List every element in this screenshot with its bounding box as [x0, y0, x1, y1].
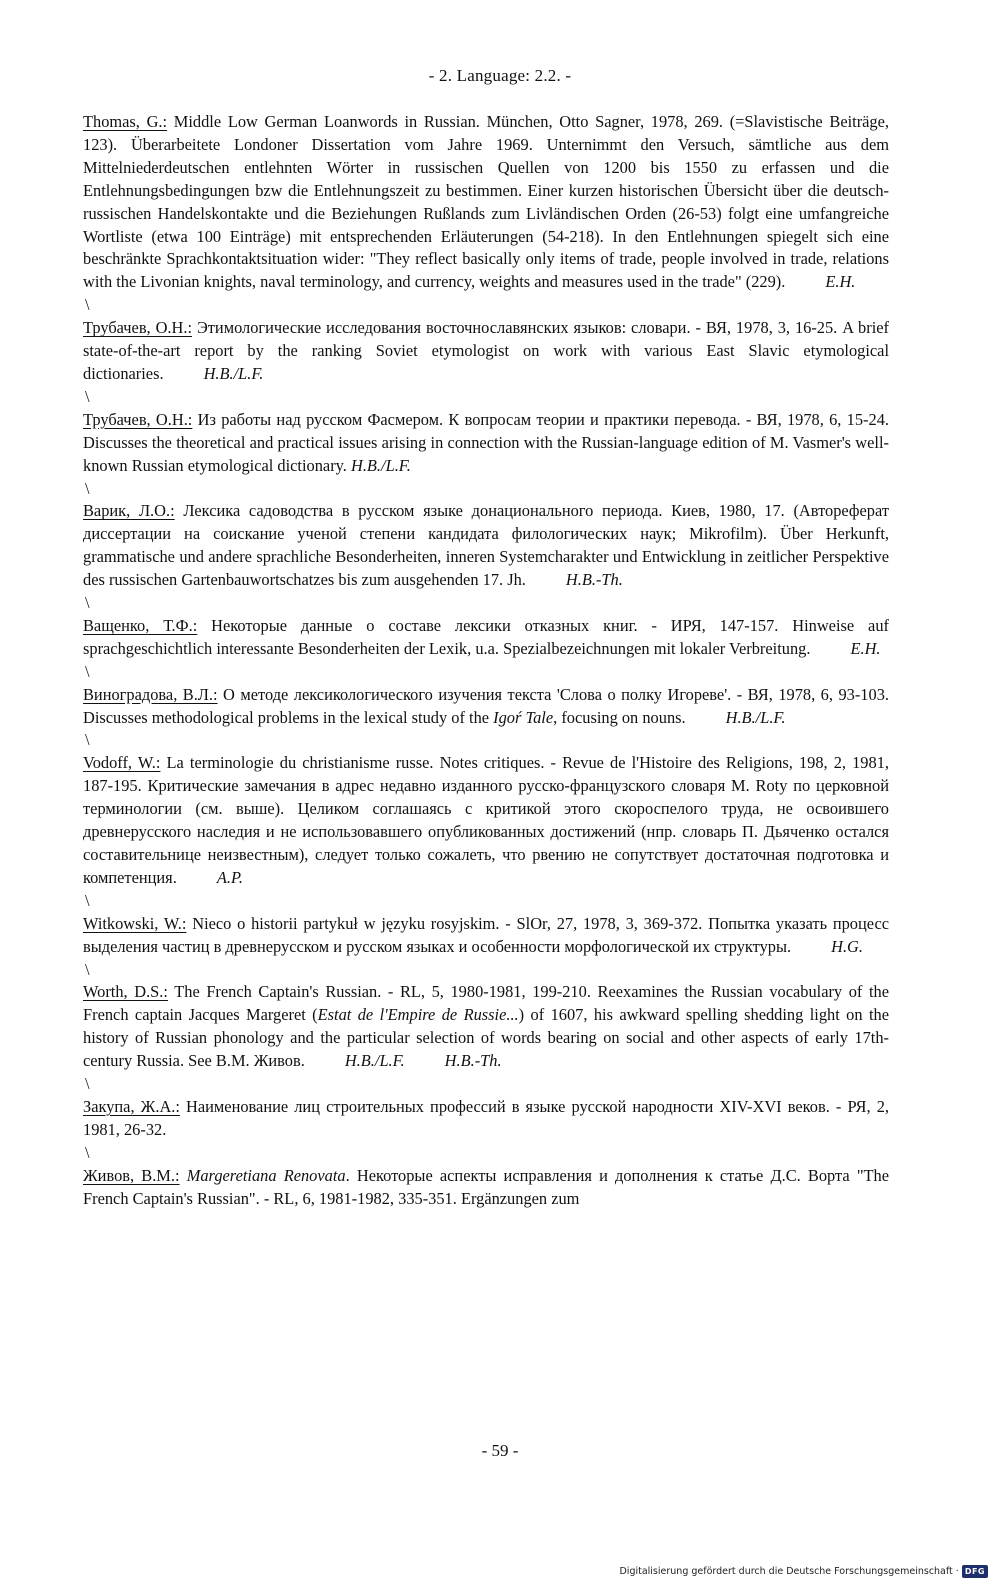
entry-reviewer-initials: A.P.	[216, 867, 243, 887]
entry-text: ) of 1607, his awkward spelling shedding light on the history of Russian phonology and the particular selection of words bearing on social and other aspects of early 17th-century Russia. See B.M. Живов.	[83, 1005, 889, 1071]
bibliography-entry	[83, 752, 889, 889]
entry-text: Лексика садоводства в русском языке донационального периода. Киев, 1980, 17. (Автореферат диссертации на соискание ученой степени кандидата филологических наук; Mikrofilm). Über Herkunft, grammatische und andere sprachliche Besonderheiten, inneren Systemcharakter und Entwicklung in zeitlicher Perspektive des russischen Gartenbauwortschatzes bis zum ausgehenden 17. Jh.	[83, 501, 889, 590]
bibliography-entry	[83, 684, 889, 730]
entry-separator: \	[85, 478, 90, 498]
entry-text: О методе лексикологического изучения текста 'Слова о полку Игореве'. - ВЯ, 1978, 6, 93-103. Discusses methodological problems in the lexical study of the	[83, 684, 889, 727]
digitization-footer	[619, 1565, 988, 1578]
entry-author: Трубачев, О.Н.:	[83, 409, 193, 429]
dfg-logo-icon: DFG	[962, 1565, 988, 1578]
bibliography-entry	[83, 1165, 889, 1211]
entry-separator: \	[85, 593, 90, 613]
entry-separator: \	[85, 1074, 90, 1094]
entry-text: Некоторые данные о составе лексики отказных книг. - ИРЯ, 147-157. Hinweise auf sprachgeschichtlich interessante Besonderheiten der Lexik, u.a. Spezialbezeichnungen mit lokaler Verbreitung.	[83, 615, 889, 658]
entry-text: , focusing on nouns.	[553, 707, 686, 727]
entry-italic-title: Estat de l'Empire de Russie...	[317, 1005, 519, 1025]
entry-italic-title: Margeretiana Renovata	[179, 1165, 346, 1185]
entry-reviewer-initials: H.B./L.F.	[344, 1051, 405, 1071]
entry-author: Thomas, G.:	[83, 112, 168, 131]
entry-text: La terminologie du christianisme russe. Notes critiques. - Revue de l'Histoire des Religions, 198, 2, 1981, 187-195. Критические замечания в адрес недавно изданного русско-французского словаря M. Roty по церковной терминологии (см. выше). Целиком соглашаясь с критикой этого скороспелого труда, не освоившего древнерусского наследия и не использовавшего опубликованных достижений (нпр. словарь П. Дьяченко остался составительнице неизвестным), следует только сожалеть, что рвению не сопутствует достаточная подготовка и компетенция.	[83, 753, 889, 887]
entry-text: Nieco o historii partykuł w języku rosyjskim. - SlOr, 27, 1978, 3, 369-372. Попытка указать процесс выделения частиц в древнерусском и русском языках и особенности морфологической их структуры.	[83, 913, 889, 956]
bibliography-entry	[83, 409, 889, 478]
bibliography-entry	[83, 317, 889, 386]
entry-reviewer-initials: H.B./L.F.	[203, 363, 264, 383]
entry-author: Vodoff, W.:	[83, 753, 161, 773]
bibliography-entry	[83, 1096, 889, 1142]
bibliography-entry	[83, 111, 889, 294]
entry-text: Middle Low German Loanwords in Russian. München, Otto Sagner, 1978, 269. (=Slavistische Beiträge, 123). Überarbeitete Londoner Dissertation vom Jahre 1969. Unternimmt den Versuch, sämtliche aus dem Mittelniederdeutschen entlehnten Wörter in russischen Quellen von 1200 bis 1550 zu erfassen und die Entlehnungsbedingungen bzw die Entlehnungszeit zu bestimmen. Einer kurzen historischen Übersicht über die deutsch-russischen Handelskontakte und die Beziehungen Rußlands zum Livländischen Orden (26-53) folgt eine umfangreiche Wortliste (etwa 100 Einträge) mit entsprechenden Erläuterungen (54-218). In den Entlehnungen spiegelt sich eine beschränkte Sprachkontaktsituation wider: "They reflect basically only items of trade, people involved in trade, relations with the Livonian knights, naval terminology, and currency, weights and measures used in the trade" (229).	[83, 112, 889, 292]
entry-text: Из работы над русском Фасмером. К вопросам теории и практики перевода. - ВЯ, 1978, 6, 15-24. Discusses the theoretical and practical issues arising in connection with the Russian-language edition of M. Vasmer's well-known Russian etymological dictionary.	[83, 409, 890, 475]
running-head: - 2. Language: 2.2. -	[428, 66, 572, 85]
bibliography-entry	[83, 981, 889, 1073]
entry-text: . Некоторые аспекты исправления и дополнения к статье Д.С. Ворта "The French Captain's Russian". - RL, 6, 1981-1982, 335-351. Ergänzungen zum	[83, 1165, 890, 1208]
entry-separator: \	[85, 959, 90, 979]
entry-reviewer-initials: H.B.-Th.	[444, 1051, 502, 1071]
entry-author: Закупа, Ж.А.:	[83, 1096, 180, 1116]
entry-text: Этимологические исследования восточнославянских языков: словари. - ВЯ, 1978, 3, 16-25. A brief state-of-the-art report by the ranking Soviet etymologist on work with various East Slavic etymological dictionaries.	[83, 318, 889, 383]
entry-reviewer-initials: H.B.-Th.	[565, 570, 623, 590]
page-number: - 59 -	[481, 1441, 519, 1460]
entry-separator: \	[85, 1142, 90, 1162]
entry-reviewer-initials: E.H.	[850, 638, 881, 658]
bibliography-entry	[83, 615, 889, 661]
entry-separator: \	[85, 730, 90, 750]
entry-reviewer-initials: H.B./L.F.	[350, 455, 411, 475]
entry-author: Ващенко, Т.Ф.:	[83, 615, 198, 635]
digitization-note: Digitalisierung gefördert durch die Deutsche Forschungsgemeinschaft ·	[619, 1566, 959, 1577]
entry-separator: \	[85, 661, 90, 681]
entry-author: Варик, Л.О.:	[83, 501, 175, 521]
entry-separator: \	[85, 295, 90, 315]
entry-text: Наименование лиц строительных профессий в языке русской народности XIV-XVI веков. - РЯ, 2, 1981, 26-32.	[83, 1096, 889, 1139]
entry-author: Worth, D.S.:	[83, 982, 168, 1002]
entry-author: Witkowski, W.:	[83, 913, 187, 933]
entry-italic-title: Igoŕ Tale	[493, 707, 554, 727]
entry-separator: \	[85, 386, 90, 406]
entry-author: Трубачев, О.Н.:	[83, 318, 193, 338]
entry-separator: \	[85, 890, 90, 910]
entry-text: The French Captain's Russian. - RL, 5, 1980-1981, 199-210. Reexamines the Russian vocabulary of the French captain Jacques Margeret (	[83, 982, 889, 1025]
bibliography-entries	[83, 111, 889, 1211]
entry-reviewer-initials: H.G.	[831, 936, 863, 956]
entry-author: Живов, В.М.:	[83, 1165, 180, 1185]
bibliography-entry	[83, 500, 889, 592]
entry-reviewer-initials: E.H.	[825, 272, 856, 292]
entry-reviewer-initials: H.B./L.F.	[725, 707, 786, 727]
entry-author: Виноградова, В.Л.:	[83, 684, 218, 704]
bibliography-entry	[83, 913, 889, 959]
